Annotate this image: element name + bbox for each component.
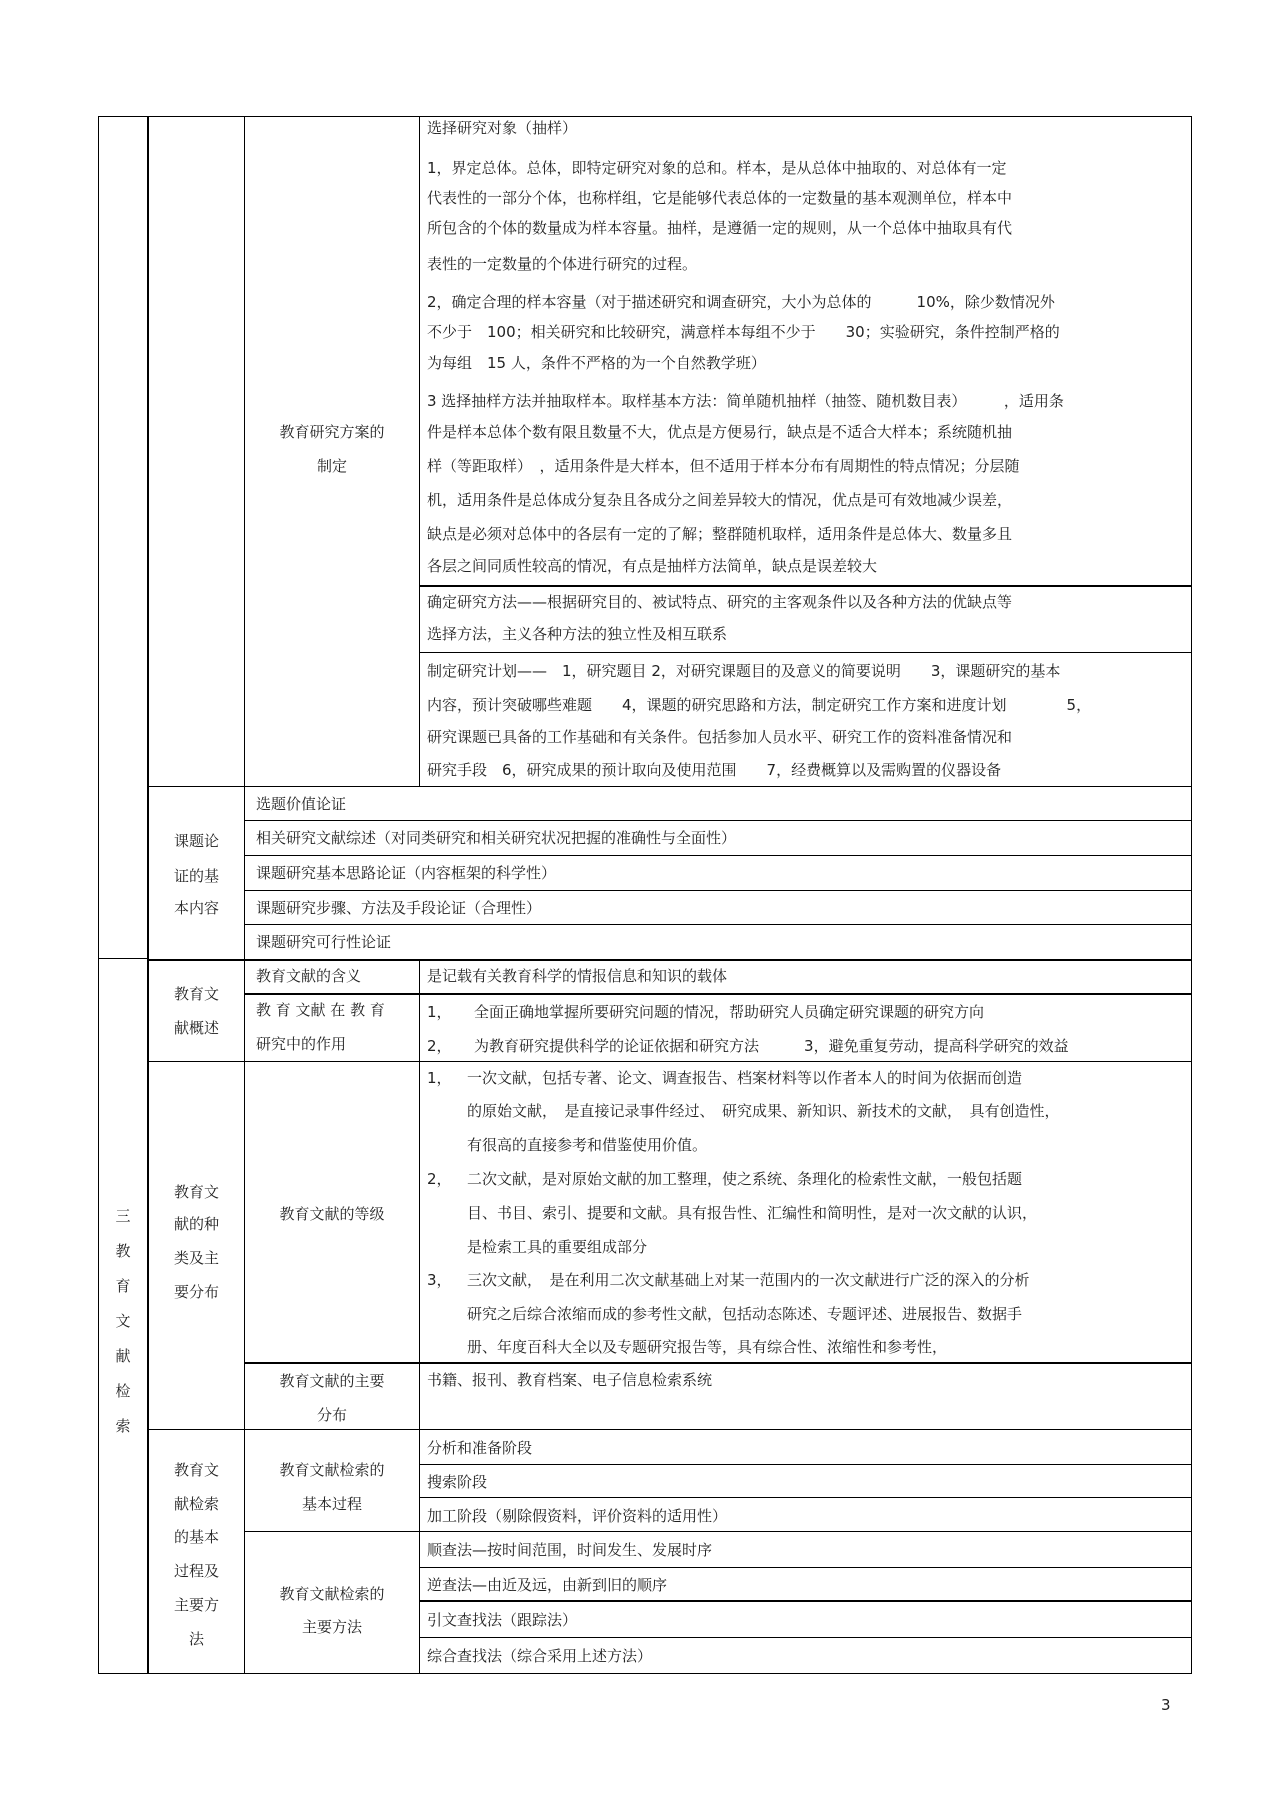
text-line: 3 选择抽样方法并抽取样本。取样基本方法：简单随机抽样（抽签、随机数目表） ，适用条 <box>427 392 1064 410</box>
kinds-label: 献的种 <box>173 1215 219 1233</box>
text-line: 二次文献，是对原始文献的加工整理，使之系统、条理化的检索性文献，一般包括题 <box>467 1170 1023 1188</box>
plan-label: 教育研究方案的 <box>279 423 385 441</box>
text-line: 件是样本总体个数有限且数量不大，优点是方便易行，缺点是不适合大样本；系统随机抽 <box>427 423 1013 441</box>
dist-label: 分布 <box>316 1406 347 1424</box>
text-line: 所包含的个体的数量成为样本容量。抽样，是遵循一定的规则，从一个总体中抽取具有代 <box>427 219 1013 237</box>
retrieval-label: 主要方 <box>173 1596 219 1614</box>
row-line <box>419 1637 1191 1638</box>
retrieval-label: 过程及 <box>173 1562 219 1580</box>
method-item: 引文查找法（跟踪法） <box>427 1611 578 1629</box>
text-line: 内容，预计突破哪些难题 4，课题的研究思路和方法，制定研究工作方案和进度计划 5， <box>427 696 1092 714</box>
row-line <box>419 1600 1191 1602</box>
text-line: 册、年度百科大全以及专题研究报告等，具有综合性、浓缩性和参考性， <box>467 1338 948 1356</box>
table-border-top <box>98 116 1192 117</box>
section-char: 献 <box>115 1347 131 1365</box>
text-line: 代表性的一部分个体，也称样组，它是能够代表总体的一定数量的基本观测单位，样本中 <box>427 189 1013 207</box>
demo-item: 课题研究步骤、方法及手段论证（合理性） <box>256 899 542 917</box>
plan-label: 制定 <box>316 457 347 475</box>
text-line: 机，适用条件是总体成分复杂且各成分之间差异较大的情况，优点是可有效地减少误差， <box>427 491 1013 509</box>
page-number: 3 <box>1161 1696 1171 1714</box>
methods-label: 教育文献检索的 <box>279 1585 385 1603</box>
demo-item: 选题价值论证 <box>256 795 347 813</box>
process-item: 加工阶段（剔除假资料，评价资料的适用性） <box>427 1507 728 1525</box>
section-char: 检 <box>115 1382 131 1400</box>
section-char: 文 <box>115 1312 131 1330</box>
kinds-label: 教育文 <box>173 1183 219 1201</box>
text-line: 有很高的直接参考和借鉴使用价值。 <box>467 1136 708 1154</box>
level-label: 教育文献的等级 <box>279 1205 385 1223</box>
row-line <box>98 958 148 959</box>
row-line <box>244 820 1192 821</box>
role-label: 教 育 文献 在 教 育 <box>256 1001 385 1019</box>
process-label: 教育文献检索的 <box>279 1461 385 1479</box>
kinds-label: 要分布 <box>173 1283 219 1301</box>
retrieval-label: 的基本 <box>173 1528 219 1546</box>
col-line <box>244 116 245 1674</box>
text-line: 表性的一定数量的个体进行研究的过程。 <box>427 255 698 273</box>
meaning-text: 是记载有关教育科学的情报信息和知识的载体 <box>427 967 728 985</box>
section-char: 育 <box>115 1277 131 1295</box>
method-item: 综合查找法（综合采用上述方法） <box>427 1647 653 1665</box>
demo-label: 本内容 <box>173 899 219 917</box>
row-line <box>419 1464 1191 1465</box>
text-line: 三次文献， 是在利用二次文献基础上对某一范围内的一次文献进行广泛的深入的分析 <box>467 1271 1030 1289</box>
row-line <box>419 585 1191 587</box>
text-line: 为每组 15 人，条件不严格的为一个自然教学班） <box>427 354 766 372</box>
col-line <box>147 116 149 1674</box>
row-line <box>244 855 1192 856</box>
text-line: 不少于 100；相关研究和比较研究，满意样本每组不少于 30；实验研究，条件控制严格的 <box>427 323 1060 341</box>
text-line: 目、书目、索引、提要和文献。具有报告性、汇编性和简明性，是对一次文献的认识， <box>467 1204 1038 1222</box>
text-line: 1，界定总体。总体，即特定研究对象的总和。样本，是从总体中抽取的、对总体有一定 <box>427 159 1007 177</box>
table-border-right <box>1191 116 1192 1674</box>
method-item: 顺查法—按时间范围，时间发生、发展时序 <box>427 1541 713 1559</box>
text-line: 选择方法，主义各种方法的独立性及相互联系 <box>427 625 728 643</box>
section-char: 三 <box>115 1207 131 1225</box>
retrieval-label: 献检索 <box>173 1495 219 1513</box>
role-text: 2， 为教育研究提供科学的论证依据和研究方法 3，避免重复劳动，提高科学研究的效益 <box>427 1037 1069 1055</box>
row-line <box>244 924 1192 925</box>
section-char: 索 <box>115 1417 131 1435</box>
overview-label: 献概述 <box>173 1019 219 1037</box>
demo-item: 课题研究基本思路论证（内容框架的科学性） <box>256 864 557 882</box>
demo-item: 课题研究可行性论证 <box>256 933 392 951</box>
col-line <box>419 116 420 787</box>
demo-label: 证的基 <box>173 867 219 885</box>
text-line: 缺点是必须对总体中的各层有一定的了解；整群随机取样，适用条件是总体大、数量多且 <box>427 525 1013 543</box>
text-line: 确定研究方法——根据研究目的、被试特点、研究的主客观条件以及各种方法的优缺点等 <box>427 593 1013 611</box>
role-label: 研究中的作用 <box>256 1035 347 1053</box>
meaning-label: 教育文献的含义 <box>256 967 362 985</box>
level-num: 2， <box>427 1170 452 1188</box>
section-char: 教 <box>115 1242 131 1260</box>
process-label: 基本过程 <box>301 1495 362 1513</box>
level-num: 1， <box>427 1069 452 1087</box>
process-item: 搜索阶段 <box>427 1473 488 1491</box>
row-line <box>419 1497 1191 1498</box>
row-line <box>244 1362 1192 1364</box>
row-line <box>419 652 1191 653</box>
row-line <box>244 1531 1192 1532</box>
table-border-left <box>98 116 99 1674</box>
kinds-label: 类及主 <box>173 1249 219 1267</box>
dist-label: 教育文献的主要 <box>279 1372 385 1390</box>
text-line: 是检索工具的重要组成部分 <box>467 1238 648 1256</box>
row-line <box>244 890 1192 891</box>
retrieval-label: 教育文 <box>173 1461 219 1479</box>
text-line: 研究课题已具备的工作基础和有关条件。包括参加人员水平、研究工作的资料准备情况和 <box>427 728 1013 746</box>
demo-label: 课题论 <box>173 832 219 850</box>
text-line: 一次文献，包括专著、论文、调查报告、档案材料等以作者本人的时间为依据而创造 <box>467 1069 1023 1087</box>
role-text: 1， 全面正确地掌握所要研究问题的情况，帮助研究人员确定研究课题的研究方向 <box>427 1003 985 1021</box>
text-line: 各层之间同质性较高的情况，有点是抽样方法简单，缺点是误差较大 <box>427 557 878 575</box>
text-line: 制定研究计划—— 1，研究题目 2，对研究课题目的及意义的简要说明 3，课题研究的基本 <box>427 662 1061 680</box>
dist-text: 书籍、报刊、教育档案、电子信息检索系统 <box>427 1371 713 1389</box>
text-line: 样（等距取样） ，适用条件是大样本，但不适用于样本分布有周期性的特点情况；分层随 <box>427 457 1020 475</box>
process-item: 分析和准备阶段 <box>427 1439 533 1457</box>
row-line <box>147 1429 1192 1430</box>
row-line <box>147 1061 1192 1062</box>
level-num: 3， <box>427 1271 452 1289</box>
row-line <box>147 959 1192 961</box>
row-line <box>147 786 1192 787</box>
row-line <box>244 993 1192 995</box>
text-line: 研究手段 6，研究成果的预计取向及使用范围 7，经费概算以及需购置的仪器设备 <box>427 761 1002 779</box>
methods-label: 主要方法 <box>301 1618 362 1636</box>
text-line: 研究之后综合浓缩而成的参考性文献，包括动态陈述、专题评述、进展报告、数据手 <box>467 1305 1023 1323</box>
text-line: 的原始文献， 是直接记录事件经过、 研究成果、新知识、新技术的文献， 具有创造性， <box>467 1102 1060 1120</box>
method-item: 逆查法—由近及远，由新到旧的顺序 <box>427 1576 668 1594</box>
sample-heading: 选择研究对象（抽样） <box>427 119 578 137</box>
table-border-bottom <box>98 1673 1192 1674</box>
row-line <box>419 1567 1191 1568</box>
overview-label: 教育文 <box>173 985 219 1003</box>
demo-item: 相关研究文献综述（对同类研究和相关研究状况把握的准确性与全面性） <box>256 829 737 847</box>
retrieval-label: 法 <box>188 1630 204 1648</box>
text-line: 2，确定合理的样本容量（对于描述研究和调查研究，大小为总体的 10%，除少数情况外 <box>427 293 1055 311</box>
